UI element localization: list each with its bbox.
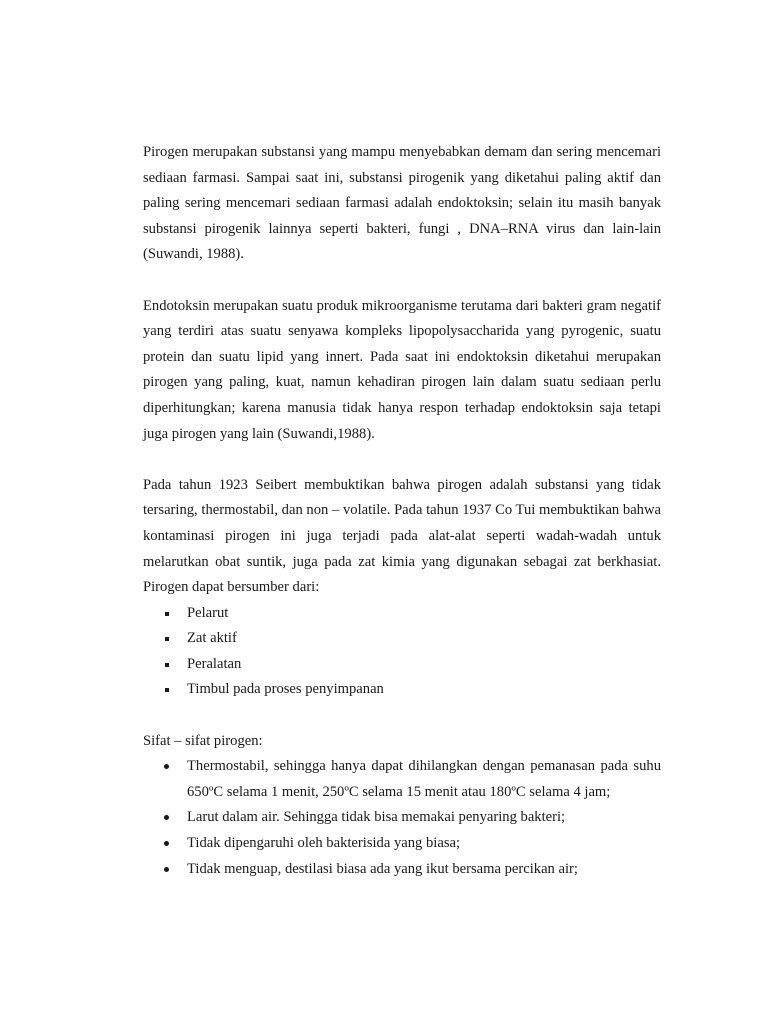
- list-item: Pelarut: [143, 601, 661, 627]
- list-item: Zat aktif: [143, 626, 661, 652]
- list-item: Peralatan: [143, 652, 661, 678]
- list-item: Thermostabil, sehingga hanya dapat dihilangkan dengan pemanasan pada suhu 650ºC selama 1 menit, 250ºC selama 15 menit atau 180ºC selama 4 jam;: [143, 754, 661, 805]
- document-body: [143, 140, 661, 882]
- pirogen-sources-list: [143, 601, 661, 703]
- list-item: Tidak menguap, destilasi biasa ada yang ikut bersama percikan air;: [143, 857, 661, 883]
- list-item: Timbul pada proses penyimpanan: [143, 677, 661, 703]
- paragraph-pirogen-definition: Pirogen merupakan substansi yang mampu menyebabkan demam dan sering mencemari sediaan farmasi. Sampai saat ini, substansi pirogenik yang diketahui paling aktif dan paling sering mencemari sediaan farmasi adalah endoktoksin; selain itu masih banyak substansi pirogenik lainnya seperti bakteri, fungi , DNA–RNA virus dan lain-lain (Suwandi, 1988).: [143, 144, 661, 263]
- list-item: Tidak dipengaruhi oleh bakterisida yang biasa;: [143, 831, 661, 857]
- list-item: Larut dalam air. Sehingga tidak bisa memakai penyaring bakteri;: [143, 805, 661, 831]
- properties-heading: Sifat – sifat pirogen:: [143, 732, 263, 749]
- paragraph-history: Pada tahun 1923 Seibert membuktikan bahwa pirogen adalah substansi yang tidak tersaring, thermostabil, dan non – volatile. Pada tahun 1937 Co Tui membuktikan bahwa kontaminasi pirogen ini juga terjadi pada alat-alat seperti wadah-wadah untuk melarutkan obat suntik, juga pada zat kimia yang digunakan sebagai zat berkhasiat. Pirogen dapat bersumber dari:: [143, 476, 661, 596]
- pirogen-properties-list: [143, 754, 661, 882]
- paragraph-endotoksin: Endotoksin merupakan suatu produk mikroorganisme terutama dari bakteri gram negatif yang terdiri atas suatu senyawa kompleks lipopolysaccharida yang pyrogenic, suatu protein dan suatu lipid yang innert. Pada saat ini endoktoksin diketahui merupakan pirogen yang paling, kuat, namun kehadiran pirogen lain dalam suatu sediaan perlu diperhitungkan; karena manusia tidak hanya respon terhadap endoktoksin saja tetapi juga pirogen yang lain (Suwandi,1988).: [143, 297, 661, 442]
